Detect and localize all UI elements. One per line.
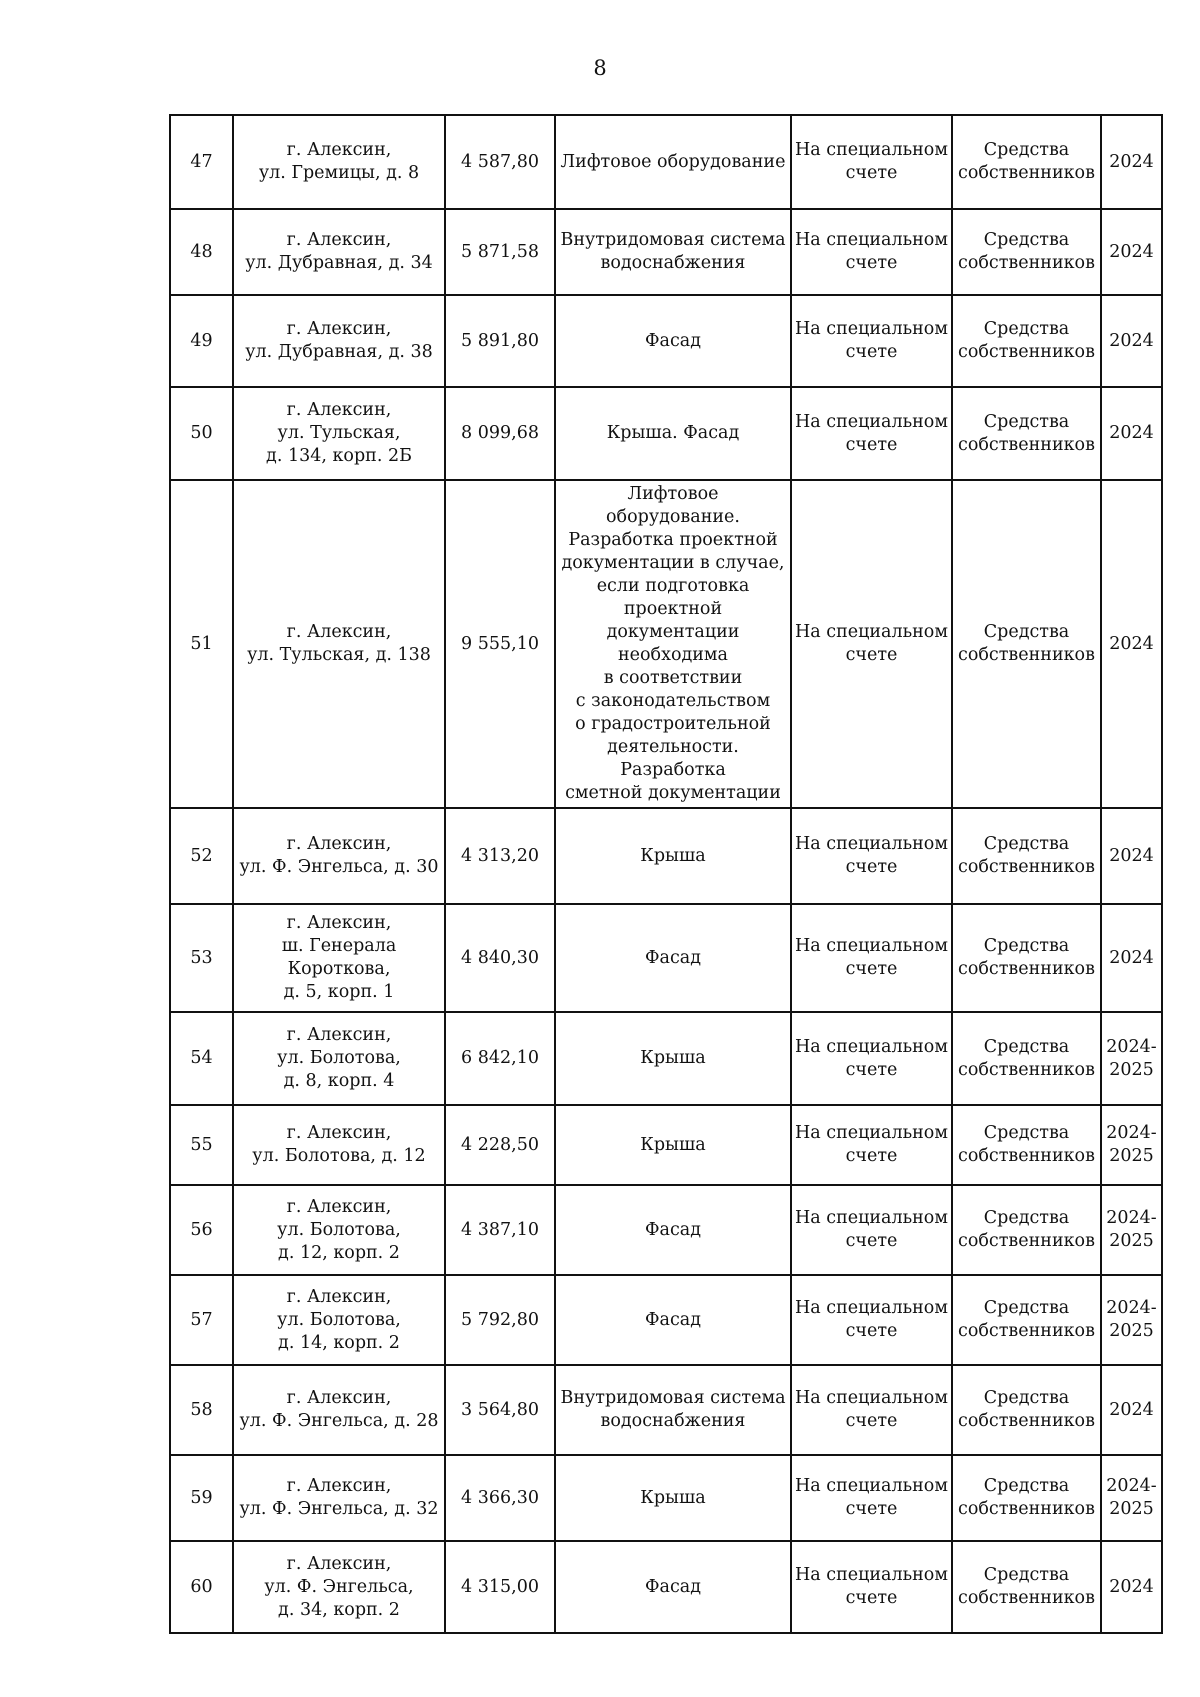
- table-row: [170, 904, 1162, 1012]
- account-cell: На специальном счете: [791, 295, 952, 387]
- year-cell: 2024- 2025: [1101, 1105, 1162, 1185]
- funding-cell: Средства собственников: [952, 1455, 1101, 1541]
- year-cell: 2024: [1101, 209, 1162, 295]
- capital-repair-table: [169, 114, 1163, 1634]
- funding-cell: Средства собственников: [952, 209, 1101, 295]
- work-type-cell: Крыша: [555, 1012, 791, 1105]
- account-cell: На специальном счете: [791, 115, 952, 209]
- row-number: 60: [170, 1541, 233, 1633]
- row-number: 57: [170, 1275, 233, 1365]
- funding-cell: Средства собственников: [952, 1541, 1101, 1633]
- address-cell: г. Алексин, ул. Дубравная, д. 38: [233, 295, 445, 387]
- funding-cell: Средства собственников: [952, 904, 1101, 1012]
- funding-cell: Средства собственников: [952, 1275, 1101, 1365]
- table-row: [170, 1365, 1162, 1455]
- area-cell: 4 587,80: [445, 115, 555, 209]
- work-type-cell: Фасад: [555, 295, 791, 387]
- work-type-cell: Лифтовое оборудование. Разработка проектной документации в случае, если подготовка проектной документации необходима в соответствии с законодательством о градостроительной деятельности. Разработка сметной документации: [555, 480, 791, 808]
- year-cell: 2024: [1101, 808, 1162, 904]
- row-number: 54: [170, 1012, 233, 1105]
- account-cell: На специальном счете: [791, 480, 952, 808]
- area-cell: 6 842,10: [445, 1012, 555, 1105]
- funding-cell: Средства собственников: [952, 387, 1101, 480]
- account-cell: На специальном счете: [791, 209, 952, 295]
- year-cell: 2024- 2025: [1101, 1012, 1162, 1105]
- year-cell: 2024- 2025: [1101, 1275, 1162, 1365]
- row-number: 48: [170, 209, 233, 295]
- work-type-cell: Крыша: [555, 1105, 791, 1185]
- account-cell: На специальном счете: [791, 1012, 952, 1105]
- address-cell: г. Алексин, ул. Болотова, д. 12, корп. 2: [233, 1185, 445, 1275]
- year-cell: 2024- 2025: [1101, 1185, 1162, 1275]
- table-row: [170, 1541, 1162, 1633]
- funding-cell: Средства собственников: [952, 808, 1101, 904]
- work-type-cell: Лифтовое оборудование: [555, 115, 791, 209]
- area-cell: 4 387,10: [445, 1185, 555, 1275]
- area-cell: 4 315,00: [445, 1541, 555, 1633]
- work-type-cell: Фасад: [555, 1185, 791, 1275]
- table-row: [170, 1275, 1162, 1365]
- address-cell: г. Алексин, ул. Болотова, д. 14, корп. 2: [233, 1275, 445, 1365]
- year-cell: 2024: [1101, 295, 1162, 387]
- year-cell: 2024: [1101, 115, 1162, 209]
- address-cell: г. Алексин, ул. Тульская, д. 138: [233, 480, 445, 808]
- table-row: [170, 387, 1162, 480]
- year-cell: 2024- 2025: [1101, 1455, 1162, 1541]
- table-row: [170, 1455, 1162, 1541]
- area-cell: 5 792,80: [445, 1275, 555, 1365]
- address-cell: г. Алексин, ул. Ф. Энгельса, д. 32: [233, 1455, 445, 1541]
- row-number: 51: [170, 480, 233, 808]
- area-cell: 8 099,68: [445, 387, 555, 480]
- table-row: [170, 295, 1162, 387]
- row-number: 59: [170, 1455, 233, 1541]
- work-type-cell: Крыша: [555, 808, 791, 904]
- funding-cell: Средства собственников: [952, 1105, 1101, 1185]
- address-cell: г. Алексин, ул. Ф. Энгельса, д. 34, корп. 2: [233, 1541, 445, 1633]
- year-cell: 2024: [1101, 1541, 1162, 1633]
- address-cell: г. Алексин, ул. Ф. Энгельса, д. 30: [233, 808, 445, 904]
- account-cell: На специальном счете: [791, 808, 952, 904]
- account-cell: На специальном счете: [791, 1185, 952, 1275]
- work-type-cell: Фасад: [555, 904, 791, 1012]
- year-cell: 2024: [1101, 904, 1162, 1012]
- table-row: [170, 808, 1162, 904]
- funding-cell: Средства собственников: [952, 1365, 1101, 1455]
- address-cell: г. Алексин, ул. Болотова, д. 12: [233, 1105, 445, 1185]
- table-row: [170, 1105, 1162, 1185]
- year-cell: 2024: [1101, 387, 1162, 480]
- row-number: 49: [170, 295, 233, 387]
- area-cell: 9 555,10: [445, 480, 555, 808]
- work-type-cell: Фасад: [555, 1541, 791, 1633]
- work-type-cell: Внутридомовая система водоснабжения: [555, 209, 791, 295]
- account-cell: На специальном счете: [791, 1275, 952, 1365]
- row-number: 52: [170, 808, 233, 904]
- funding-cell: Средства собственников: [952, 295, 1101, 387]
- year-cell: 2024: [1101, 480, 1162, 808]
- table-row: [170, 480, 1162, 808]
- year-cell: 2024: [1101, 1365, 1162, 1455]
- row-number: 58: [170, 1365, 233, 1455]
- address-cell: г. Алексин, ул. Болотова, д. 8, корп. 4: [233, 1012, 445, 1105]
- area-cell: 5 871,58: [445, 209, 555, 295]
- funding-cell: Средства собственников: [952, 115, 1101, 209]
- area-cell: 4 840,30: [445, 904, 555, 1012]
- area-cell: 4 228,50: [445, 1105, 555, 1185]
- row-number: 47: [170, 115, 233, 209]
- work-type-cell: Внутридомовая система водоснабжения: [555, 1365, 791, 1455]
- row-number: 53: [170, 904, 233, 1012]
- table-row: [170, 1185, 1162, 1275]
- work-type-cell: Крыша: [555, 1455, 791, 1541]
- account-cell: На специальном счете: [791, 1541, 952, 1633]
- address-cell: г. Алексин, ул. Ф. Энгельса, д. 28: [233, 1365, 445, 1455]
- funding-cell: Средства собственников: [952, 480, 1101, 808]
- row-number: 56: [170, 1185, 233, 1275]
- work-type-cell: Фасад: [555, 1275, 791, 1365]
- area-cell: 5 891,80: [445, 295, 555, 387]
- address-cell: г. Алексин, ул. Гремицы, д. 8: [233, 115, 445, 209]
- funding-cell: Средства собственников: [952, 1012, 1101, 1105]
- area-cell: 4 313,20: [445, 808, 555, 904]
- account-cell: На специальном счете: [791, 1105, 952, 1185]
- account-cell: На специальном счете: [791, 904, 952, 1012]
- row-number: 50: [170, 387, 233, 480]
- row-number: 55: [170, 1105, 233, 1185]
- account-cell: На специальном счете: [791, 1365, 952, 1455]
- area-cell: 3 564,80: [445, 1365, 555, 1455]
- table-row: [170, 1012, 1162, 1105]
- funding-cell: Средства собственников: [952, 1185, 1101, 1275]
- work-type-cell: Крыша. Фасад: [555, 387, 791, 480]
- account-cell: На специальном счете: [791, 1455, 952, 1541]
- area-cell: 4 366,30: [445, 1455, 555, 1541]
- page-number: 8: [593, 56, 607, 80]
- address-cell: г. Алексин, ул. Дубравная, д. 34: [233, 209, 445, 295]
- table-row: [170, 115, 1162, 209]
- table-row: [170, 209, 1162, 295]
- account-cell: На специальном счете: [791, 387, 952, 480]
- address-cell: г. Алексин, ул. Тульская, д. 134, корп. 2Б: [233, 387, 445, 480]
- address-cell: г. Алексин, ш. Генерала Короткова, д. 5, корп. 1: [233, 904, 445, 1012]
